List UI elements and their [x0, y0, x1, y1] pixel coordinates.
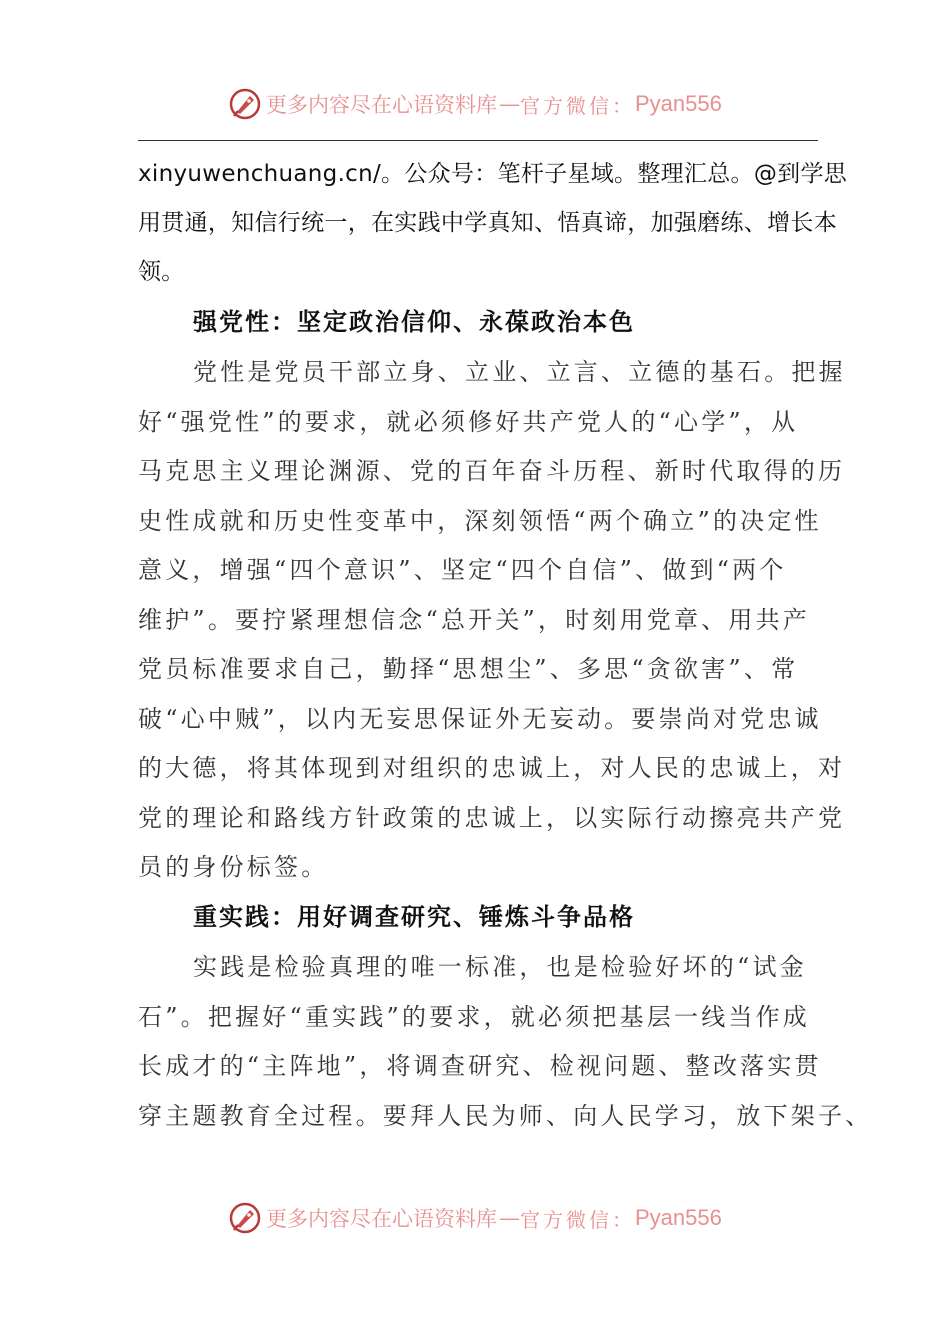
banner-dash: —: [499, 1206, 518, 1230]
banner-wechat-label: 官方微信：: [520, 1207, 635, 1232]
paragraph-line: 史性成就和历史性变革中，深刻领悟“两个确立”的决定性: [138, 507, 822, 535]
banner-wechat-id: Pyan556: [635, 91, 722, 116]
intro-line: 领。: [138, 259, 185, 285]
paragraph-line: 员的身份标签。: [138, 853, 329, 881]
paragraph-line: 党性是党员干部立身、立业、立言、立德的基石。把握: [193, 358, 846, 386]
footer-banner: [0, 1198, 950, 1238]
paragraph-line: 维护”。要拧紧理想信念“总开关”，时刻用党章、用共产: [138, 606, 811, 634]
paragraph-line: 实践是检验真理的唯一标准，也是检验好坏的“试金: [193, 953, 807, 981]
header-divider: [138, 140, 818, 141]
paragraph-line: 好“强党性”的要求，就必须修好共产党人的“心学”，从: [138, 408, 799, 436]
pen-nib-logo-icon: [228, 1201, 262, 1235]
header-banner: [0, 84, 950, 124]
banner-main-text: 更多内容尽在心语资料库: [266, 93, 497, 117]
paragraph-line: 党的理论和路线方针政策的忠诚上，以实际行动擦亮共产党: [138, 804, 846, 832]
intro-line: 用贯通，知信行统一，在实践中学真知、悟真谛，加强磨练、增长本: [138, 210, 837, 236]
section-heading: 强党性：坚定政治信仰、永葆政治本色: [193, 307, 635, 336]
paragraph-line: 党员标准要求自己，勤择“思想尘”、多思“贪欲害”、常: [138, 655, 799, 683]
paragraph-line: 长成才的“主阵地”，将调查研究、检视问题、整改落实贯: [138, 1052, 822, 1080]
banner-wechat-label: 官方微信：: [520, 93, 635, 118]
paragraph-line: 的大德，将其体现到对组织的忠诚上，对人民的忠诚上，对: [138, 754, 846, 782]
intro-line: xinyuwenchuang.cn/。公众号：笔杆子星域。整理汇总。@到学思: [138, 161, 848, 187]
section-heading: 重实践：用好调查研究、锤炼斗争品格: [193, 902, 635, 931]
paragraph-line: 意义，增强“四个意识”、坚定“四个自信”、做到“两个: [138, 556, 787, 584]
banner-main-text: 更多内容尽在心语资料库: [266, 1207, 497, 1231]
paragraph-line: 破“心中贼”，以内无妄思保证外无妄动。要崇尚对党忠诚: [138, 705, 822, 733]
paragraph-line: 马克思主义理论渊源、党的百年奋斗历程、新时代取得的历: [138, 457, 846, 485]
pen-nib-logo-icon: [228, 87, 262, 121]
paragraph-line: 石”。把握好“重实践”的要求，就必须把基层一线当作成: [138, 1003, 811, 1031]
banner-wechat-id: Pyan556: [635, 1205, 722, 1230]
paragraph-line: 穿主题教育全过程。要拜人民为师、向人民学习，放下架子、: [138, 1102, 873, 1130]
banner-dash: —: [499, 92, 518, 116]
